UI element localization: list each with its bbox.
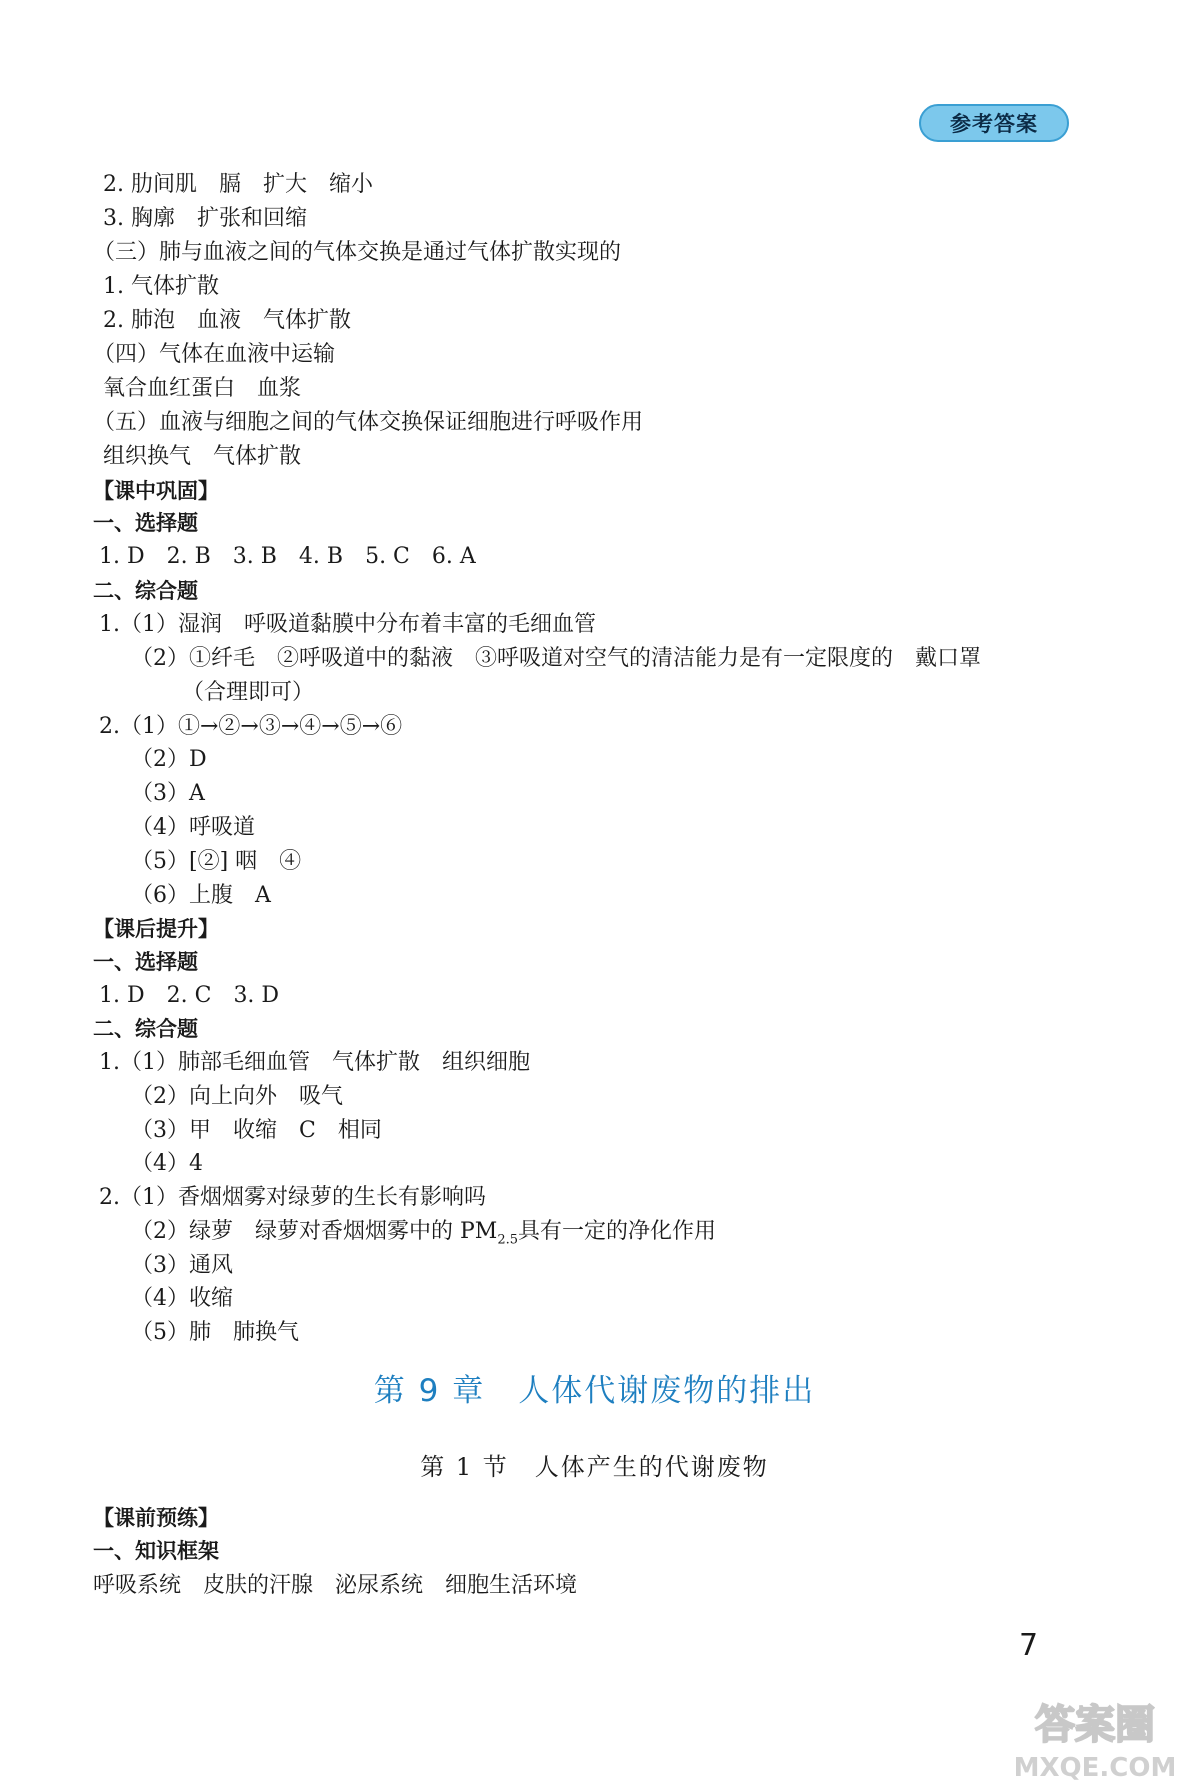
- answer-line: （2）①纤毛 ②呼吸道中的黏液 ③呼吸道对空气的清洁能力是有一定限度的 戴口罩: [131, 646, 981, 671]
- answer-line: （6）上腹 A: [131, 883, 271, 908]
- watermark-url: MXQE.COM: [1013, 1753, 1177, 1783]
- answer-line: 1.（1）湿润 呼吸道黏膜中分布着丰富的毛细血管: [99, 612, 596, 637]
- answer-line: 2.（1）①→②→③→④→⑤→⑥: [99, 714, 403, 739]
- answer-line: （4）收缩: [131, 1286, 233, 1311]
- chapter-title: 第 9 章 人体代谢废物的排出: [373, 1373, 816, 1409]
- section-heading: 一、选择题: [93, 950, 198, 974]
- section-heading: 【课中巩固】: [93, 479, 219, 503]
- answer-line: 组织换气 气体扩散: [103, 444, 302, 469]
- answer-key-tag: 参考答案: [919, 104, 1069, 142]
- section-heading: 【课前预练】: [93, 1506, 219, 1530]
- answer-line: 1.（1）肺部毛细血管 气体扩散 组织细胞: [99, 1050, 530, 1075]
- section-heading: 二、综合题: [93, 579, 198, 603]
- section-heading: 【课后提升】: [93, 917, 219, 941]
- section-title: 第 1 节 人体产生的代谢废物: [420, 1453, 769, 1481]
- answer-line: （五）血液与细胞之间的气体交换保证细胞进行呼吸作用: [93, 410, 644, 435]
- watermark-logo: [1010, 1690, 1180, 1785]
- answer-line: （5）肺 肺换气: [131, 1320, 299, 1345]
- answer-line: 2.（1）香烟烟雾对绿萝的生长有影响吗: [99, 1185, 486, 1210]
- answer-line: （4）4: [131, 1151, 203, 1176]
- answer-line: （3）甲 收缩 C 相同: [131, 1118, 382, 1143]
- section-heading: 二、综合题: [93, 1017, 198, 1041]
- answer-line: （2）绿萝 绿萝对香烟烟雾中的 $PM_{2.5}$具有一定的净化作用: [131, 1219, 717, 1248]
- answer-line: （4）呼吸道: [131, 815, 255, 840]
- answer-line: （2）D: [131, 747, 207, 772]
- answer-line: 3. 胸廓 扩张和回缩: [103, 206, 307, 231]
- answer-line: （5）[②] 咽 ④: [131, 849, 302, 874]
- answer-line: （3）A: [131, 781, 205, 806]
- answer-line: （合理即可）: [182, 680, 315, 705]
- answer-line: 1. 气体扩散: [103, 274, 219, 299]
- answer-line: 1. D 2. B 3. B 4. B 5. C 6. A: [99, 544, 476, 569]
- answer-line: （三）肺与血液之间的气体交换是通过气体扩散实现的: [93, 240, 622, 265]
- answer-line: （3）通风: [131, 1253, 233, 1278]
- answer-line: 1. D 2. C 3. D: [99, 983, 280, 1008]
- answer-line: （2）向上向外 吸气: [131, 1084, 343, 1109]
- answer-line: 呼吸系统 皮肤的汗腺 泌尿系统 细胞生活环境: [93, 1573, 578, 1598]
- page-number: 7: [1019, 1628, 1039, 1663]
- section-heading: 一、选择题: [93, 511, 198, 535]
- watermark-text: 答案圈: [1035, 1702, 1155, 1748]
- answer-line: 2. 肋间肌 膈 扩大 缩小: [103, 172, 373, 197]
- section-heading: 一、知识框架: [93, 1539, 219, 1563]
- answer-line: （四）气体在血液中运输: [93, 342, 336, 367]
- answer-line: 2. 肺泡 血液 气体扩散: [103, 308, 351, 333]
- answer-line: 氧合血红蛋白 血浆: [103, 376, 302, 401]
